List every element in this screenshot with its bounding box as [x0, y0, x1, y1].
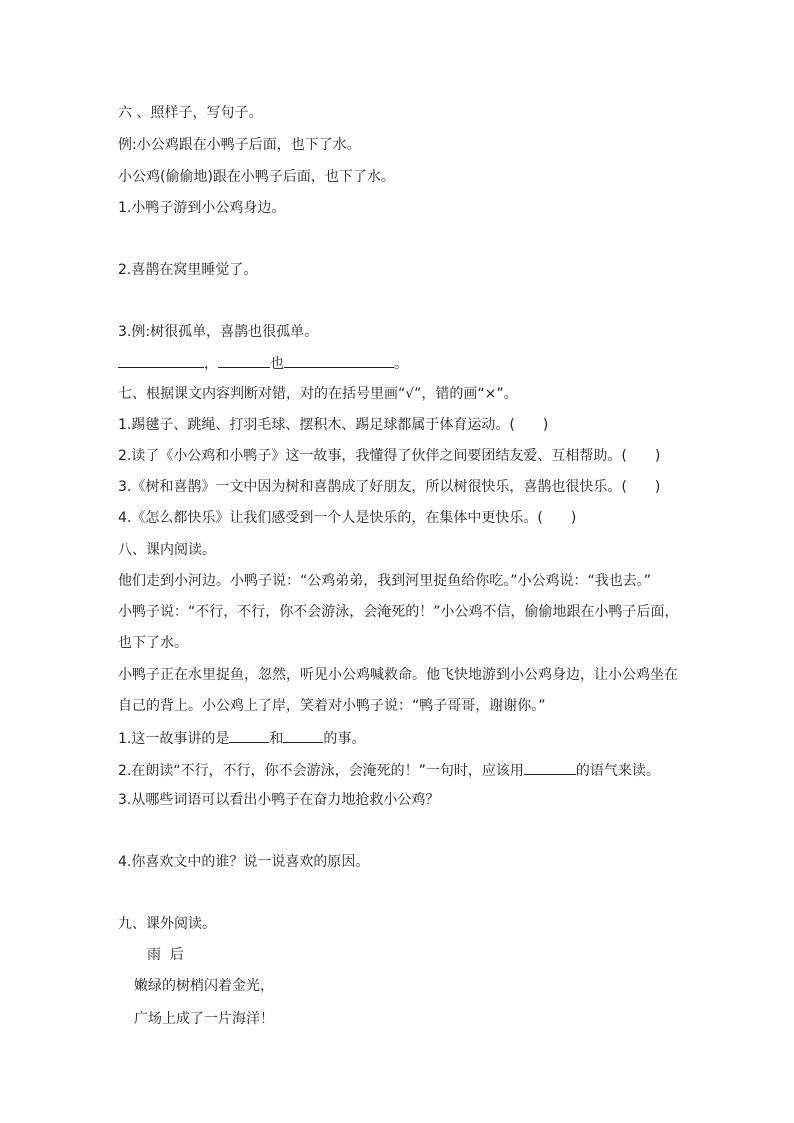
section8-question-4: 4.你喜欢文中的谁？说一说喜欢的原因。	[118, 854, 370, 870]
close-paren: )	[542, 417, 549, 433]
section6-question-3: 3.例:树很孤单，喜鹊也很孤单。	[118, 324, 319, 340]
poem-title: 雨 后	[147, 947, 184, 963]
question-text: 的语气来读。	[575, 763, 660, 779]
section9-heading: 九、课外阅读。	[118, 916, 216, 932]
judgement-statement: 1.踢毽子、跳绳、打羽毛球、摆积木、踢足球都属于体育运动。(	[118, 417, 515, 433]
close-paren: )	[654, 479, 661, 495]
passage-line: 小鸭子说：“不行，不行，你不会游泳，会淹死的！”小公鸡不信，偷偷地跟在小鸭子后面，	[118, 604, 679, 620]
section7-heading: 七、根据课文内容判断对错，对的在括号里画“√”，错的画“×”。	[118, 386, 518, 402]
section8-heading: 八、课内阅读。	[118, 542, 216, 558]
period-text: 。	[394, 356, 408, 372]
poem-line: 广场上成了一片海洋！	[134, 1011, 274, 1027]
section7-item-3	[118, 478, 660, 496]
section6-example: 例:小公鸡跟在小鸭子后面，也下了水。	[118, 137, 361, 153]
judgement-statement: 2.读了《小公鸡和小鸭子》这一故事，我懂得了伙伴之间要团结友爱、互相帮助。(	[118, 448, 627, 464]
section6-question-2: 2.喜鹊在窝里睡觉了。	[118, 262, 258, 278]
section6-heading: 六 、照样子，写句子。	[118, 105, 263, 121]
section8-question-2	[118, 760, 660, 780]
close-paren: )	[654, 448, 661, 464]
passage-line: 自己的背上。小公鸡上了岸，笑着对小鸭子说：“鸭子哥哥，谢谢你。”	[118, 698, 546, 714]
section8-question-3: 3.从哪些词语可以看出小鸭子在奋力地抢救小公鸡？	[118, 792, 440, 808]
passage-line: 也下了水。	[118, 635, 188, 651]
answer-blank[interactable]	[218, 353, 270, 368]
passage-line: 小鸭子正在水里捉鱼，忽然，听见小公鸡喊救命。他飞快地游到小公鸡身边，让小公鸡坐在	[118, 667, 678, 683]
question-text: 1.这一故事讲的是	[118, 731, 230, 747]
answer-blank[interactable]	[229, 728, 269, 743]
section7-item-2	[118, 447, 660, 465]
answer-blank[interactable]	[284, 353, 394, 368]
judgement-statement: 3.《树和喜鹊》一文中因为树和喜鹊成了好朋友，所以树很快乐，喜鹊也很快乐。(	[118, 479, 627, 495]
ye-text: 也	[270, 356, 284, 372]
question-text: 2.在朗读“不行，不行，你不会游泳，会淹死的！”一句时，应该用	[118, 763, 524, 779]
question-text: 和	[269, 731, 284, 747]
judgement-statement: 4.《怎么都快乐》让我们感受到一个人是快乐的，在集体中更快乐。(	[118, 510, 543, 526]
close-paren: )	[570, 510, 577, 526]
section8-question-1	[118, 728, 365, 748]
section7-item-4	[118, 509, 576, 527]
passage-line: 他们走到小河边。小鸭子说：“公鸡弟弟，我到河里捉鱼给你吃。”小公鸡说：“我也去。”	[118, 573, 652, 589]
section6-example-answer: 小公鸡(偷偷地)跟在小鸭子后面，也下了水。	[118, 169, 395, 185]
poem-line: 嫩绿的树梢闪着金光，	[134, 978, 274, 994]
section6-question-1: 1.小鸭子游到小公鸡身边。	[118, 200, 286, 216]
section6-question-3-answer-line	[118, 353, 408, 373]
question-text: 的事。	[323, 731, 366, 747]
section7-item-1	[118, 416, 548, 434]
answer-blank[interactable]	[524, 760, 576, 775]
comma-text: ，	[204, 356, 218, 372]
answer-blank[interactable]	[118, 353, 204, 368]
answer-blank[interactable]	[283, 728, 323, 743]
